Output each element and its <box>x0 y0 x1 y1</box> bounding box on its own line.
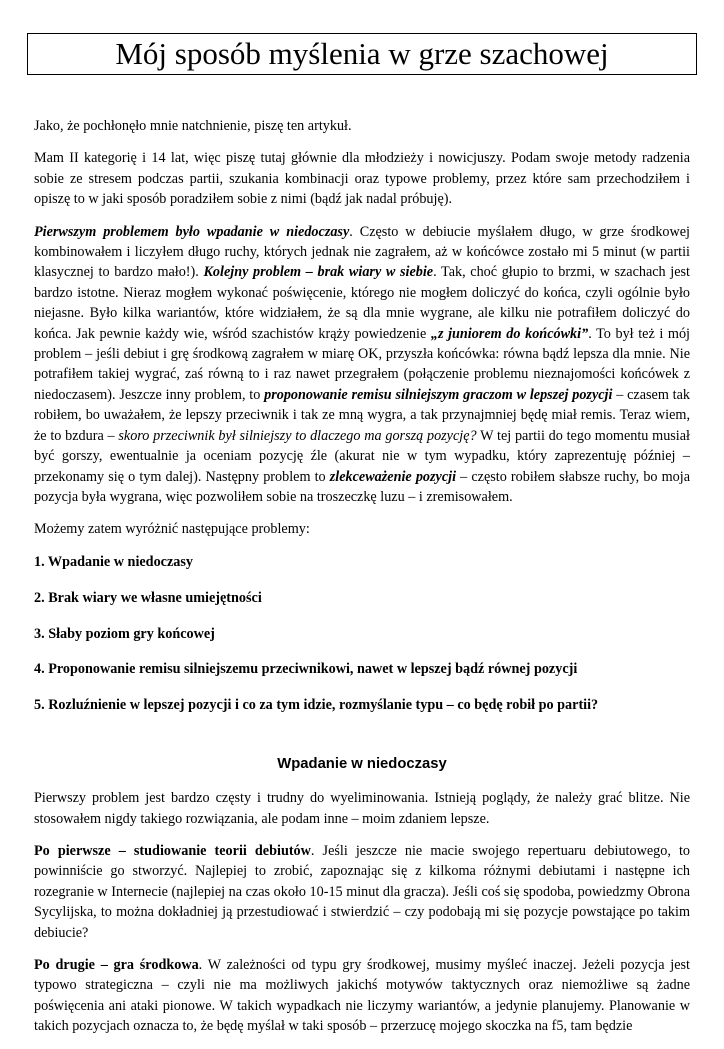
text-run: – często robiłem słabsze ruchy, bo moja pozycja była wygrana, więc pozwoliłem sobie na troszeczkę luzu – i zremisowałem. <box>34 468 691 505</box>
problem-list-item: 4. Proponowanie remisu silniejszemu przeciwnikowi, nawet w lepszej bądź równej pozycji <box>34 661 578 678</box>
title-box <box>27 33 697 75</box>
about-paragraph: Mam II kategorię i 14 lat, więc piszę tutaj głównie dla młodzieży i nowicjuszy. Podam swoje metody radzenia sobie ze stresem podczas partii, szukania kombinacji oraz typowe problemy, przez które sam przechodziłem i opiszę to w jaki sposób poradziłem sobie z nimi (bądź jak nadal próbuję). <box>34 150 690 208</box>
middlegame-lead: Po drugie – gra środkowa <box>34 957 199 973</box>
problem-list-item: 2. Brak wiary we własne umiejętności <box>34 589 262 606</box>
section-heading: Wpadanie w niedoczasy <box>277 755 447 772</box>
page-title: Mój sposób myślenia w grze szachowej <box>115 36 609 71</box>
text-run: W tej partii do tego momentu musiał być gorszy, ewentualnie ja oceniam pozycję źle (akurat nie w tym wypadku, który zaprezentuję później – przekonamy się o tym dalej). Następny problem to <box>34 427 690 485</box>
text-run: . W zależności od typu gry środkowej, musimy myśleć inaczej. Jeżeli pozycja jest typowo strategiczna – czyli nie ma możliwych jakichś motywów taktycznych oraz niemożliwe są żadne poświęcenia ani ataki pionowe. W takich wypadkach nie liczymy wariantów, a jedynie planujemy. Planowanie w takich pozycjach oznacza to, że będę myślał w taki sposób – przerzucę mojego skoczka na f5, tam będzie <box>34 957 690 1035</box>
first-problem-phrase: Pierwszym problemem było wpadanie w niedoczasy <box>34 223 350 240</box>
problem-list-item: 3. Słaby poziom gry końcowej <box>34 625 215 642</box>
text-run: . Często w debiucie myślałem długo, w grze środkowej kombinowałem i liczyłem długo ruchy, których jednak nie zagrałem, aż w końcówce zostało mi 5 minut (w partii klasycznej to bardzo mało!). <box>34 223 690 281</box>
problem-list-item: 1. Wpadanie w niedoczasy <box>34 553 193 570</box>
opening-theory-lead: Po pierwsze – studiowanie teorii debiutów <box>34 842 311 859</box>
text-run: . To był też i mój problem – jeśli debiut i grę środkową zagrałem w miarę OK, przyszła końcówka: równa bądź lepsza dla mnie. Nie potrafiłem takiej wygrać, zaś równą to i raz nawet przegrałem (połączenie problemu nieznajomości końcówek z niedoczasem). Jeszcze inny problem, to <box>34 325 690 403</box>
problems-paragraph <box>34 222 690 508</box>
second-problem-phrase: Kolejny problem – brak wiary w siebie <box>203 264 434 281</box>
third-problem-phrase: proponowanie remisu silniejszym graczom w lepszej pozycji <box>264 386 613 403</box>
question-phrase: skoro przeciwnik był silniejszy to dlaczego ma gorszą pozycję? <box>118 427 477 444</box>
text-run: – czasem tak robiłem, bo uważałem, że lepszy przeciwnik i tak ze mną wygra, a tak przynajmniej będę miał remis. Teraz wiem, że to bzdura – <box>34 386 690 444</box>
list-intro: Możemy zatem wyróżnić następujące problemy: <box>34 521 310 538</box>
article-body <box>34 116 690 1049</box>
section-paragraph-3 <box>34 955 690 1037</box>
intro-paragraph: Jako, że pochłonęło mnie natchnienie, piszę ten artykuł. <box>34 118 352 134</box>
text-run: . Jeśli jeszcze nie macie swojego repertuaru debiutowego, to powinniście go stworzyć. Najlepiej to zrobić, zapoznając się z kilkoma różnymi debiutami i następne ich rozegranie w Internecie (najlepiej na czas około 10-15 minut dla gracza). Jeśli coś się spodoba, powiedzmy Obrona Sycylijska, to można dokładniej ją przestudiować i stwierdzić – czy podobają mi się pozycje powstające po takim debiucie? <box>34 842 690 941</box>
text-run: . Tak, choć głupio to brzmi, w szachach jest bardzo istotne. Nieraz mogłem wykonać poświęcenie, którego nie mogłem doliczyć do końca, czyli ogólnie było niejasne. Było kilka wariantów, które widziałem, że są dla mnie wygrane, ale kilku nie potrafiłem doliczyć do końca. Jak pewnie każdy wie, wśród szachistów krąży powiedzenie <box>34 264 690 342</box>
section-paragraph-1: Pierwszy problem jest bardzo częsty i trudny do wyeliminowania. Istnieją poglądy, że należy grać blitze. Nie stosowałem nigdy takiego rozwiązania, ale podam inne – moim zdaniem lepsze. <box>34 790 690 827</box>
saying-phrase: „z juniorem do końcówki” <box>430 325 589 342</box>
problem-list-item: 5. Rozluźnienie w lepszej pozycji i co za tym idzie, rozmyślanie typu – co będę robił po partii? <box>34 697 599 714</box>
section-paragraph-2 <box>34 841 690 943</box>
fourth-problem-phrase: zlekceważenie pozycji <box>329 468 457 485</box>
